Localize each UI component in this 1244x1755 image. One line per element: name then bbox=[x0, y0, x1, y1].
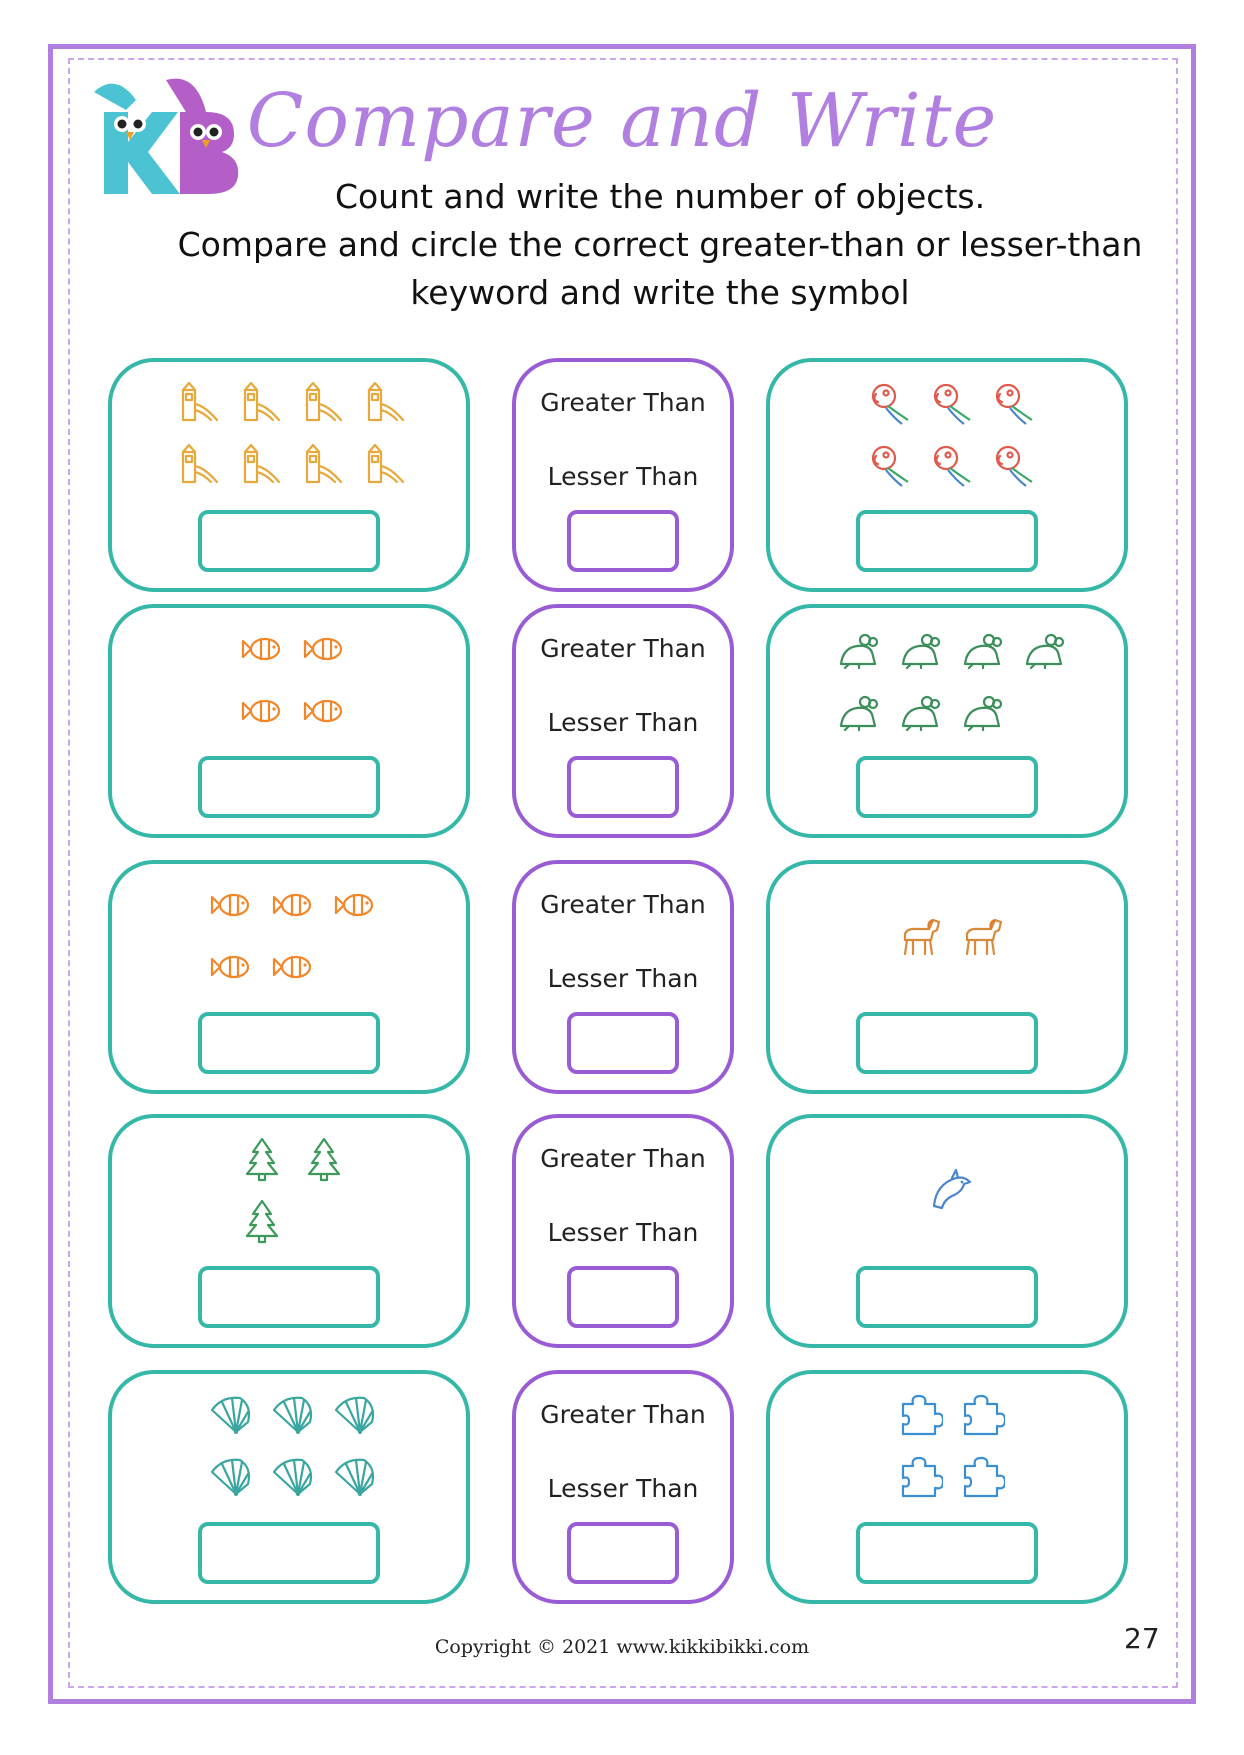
hand-fan-icon bbox=[208, 1454, 254, 1500]
count-card-left-1 bbox=[108, 358, 470, 592]
instruction-line-3: keyword and write the symbol bbox=[410, 273, 910, 312]
count-card-right-1 bbox=[766, 358, 1128, 592]
parrot-icon bbox=[866, 442, 912, 488]
clownfish-icon bbox=[239, 626, 285, 672]
frog-icon bbox=[897, 688, 943, 734]
parrot-icon bbox=[866, 380, 912, 426]
page-title: Compare and Write bbox=[246, 78, 998, 164]
parrot-icon bbox=[990, 380, 1036, 426]
count-card-left-5 bbox=[108, 1370, 470, 1604]
symbol-answer-box[interactable] bbox=[567, 1012, 679, 1074]
lesser-than-option[interactable]: Lesser Than bbox=[547, 1218, 699, 1247]
count-card-right-4 bbox=[766, 1114, 1128, 1348]
greater-than-option[interactable]: Greater Than bbox=[540, 890, 706, 919]
puzzle-piece-icon bbox=[959, 1454, 1005, 1500]
parrot-icon bbox=[928, 442, 974, 488]
count-answer-box[interactable] bbox=[198, 1522, 380, 1584]
symbol-answer-box[interactable] bbox=[567, 510, 679, 572]
hand-fan-icon bbox=[270, 1392, 316, 1438]
hand-fan-icon bbox=[332, 1454, 378, 1500]
hand-fan-icon bbox=[332, 1392, 378, 1438]
greater-than-option[interactable]: Greater Than bbox=[540, 1400, 706, 1429]
playground-slide-icon bbox=[239, 442, 285, 488]
frog-icon bbox=[959, 688, 1005, 734]
count-card-left-3 bbox=[108, 860, 470, 1094]
puzzle-piece-icon bbox=[897, 1392, 943, 1438]
lesser-than-option[interactable]: Lesser Than bbox=[547, 708, 699, 737]
symbol-answer-box[interactable] bbox=[567, 1522, 679, 1584]
horse-icon bbox=[897, 912, 943, 958]
puzzle-piece-icon bbox=[897, 1454, 943, 1500]
horse-icon bbox=[959, 912, 1005, 958]
clownfish-icon bbox=[208, 882, 254, 928]
count-card-left-2 bbox=[108, 604, 470, 838]
greater-than-option[interactable]: Greater Than bbox=[540, 388, 706, 417]
frog-icon bbox=[959, 626, 1005, 672]
playground-slide-icon bbox=[301, 442, 347, 488]
clownfish-icon bbox=[239, 688, 285, 734]
compare-card-2 bbox=[512, 604, 734, 838]
hand-fan-icon bbox=[270, 1454, 316, 1500]
compare-card-1 bbox=[512, 358, 734, 592]
parrot-icon bbox=[928, 380, 974, 426]
hand-fan-icon bbox=[208, 1392, 254, 1438]
playground-slide-icon bbox=[363, 442, 409, 488]
frog-icon bbox=[897, 626, 943, 672]
frog-icon bbox=[1021, 626, 1067, 672]
clownfish-icon bbox=[301, 626, 347, 672]
count-card-right-2 bbox=[766, 604, 1128, 838]
count-answer-box[interactable] bbox=[198, 510, 380, 572]
page-number: 27 bbox=[1124, 1622, 1160, 1655]
count-card-right-5 bbox=[766, 1370, 1128, 1604]
clownfish-icon bbox=[332, 882, 378, 928]
playground-slide-icon bbox=[177, 442, 223, 488]
parrot-icon bbox=[990, 442, 1036, 488]
count-answer-box[interactable] bbox=[198, 1012, 380, 1074]
lesser-than-option[interactable]: Lesser Than bbox=[547, 964, 699, 993]
compare-card-4 bbox=[512, 1114, 734, 1348]
lesser-than-option[interactable]: Lesser Than bbox=[547, 1474, 699, 1503]
symbol-answer-box[interactable] bbox=[567, 1266, 679, 1328]
count-answer-box[interactable] bbox=[198, 1266, 380, 1328]
playground-slide-icon bbox=[363, 380, 409, 426]
pine-tree-icon bbox=[301, 1136, 347, 1182]
playground-slide-icon bbox=[239, 380, 285, 426]
instruction-line-2: Compare and circle the correct greater-than or lesser-than bbox=[177, 225, 1143, 264]
greater-than-option[interactable]: Greater Than bbox=[540, 634, 706, 663]
compare-card-3 bbox=[512, 860, 734, 1094]
instruction-line-1: Count and write the number of objects. bbox=[334, 177, 986, 216]
count-card-left-4 bbox=[108, 1114, 470, 1348]
clownfish-icon bbox=[208, 944, 254, 990]
pine-tree-icon bbox=[239, 1198, 285, 1244]
copyright-text: Copyright © 2021 www.kikkibikki.com bbox=[434, 1636, 810, 1658]
count-card-right-3 bbox=[766, 860, 1128, 1094]
count-answer-box[interactable] bbox=[856, 510, 1038, 572]
clownfish-icon bbox=[270, 944, 316, 990]
frog-icon bbox=[835, 626, 881, 672]
puzzle-piece-icon bbox=[959, 1392, 1005, 1438]
count-answer-box[interactable] bbox=[856, 756, 1038, 818]
frog-icon bbox=[835, 688, 881, 734]
compare-card-5 bbox=[512, 1370, 734, 1604]
clownfish-icon bbox=[270, 882, 316, 928]
count-answer-box[interactable] bbox=[856, 1522, 1038, 1584]
dolphin-icon bbox=[928, 1166, 974, 1212]
playground-slide-icon bbox=[177, 380, 223, 426]
playground-slide-icon bbox=[301, 380, 347, 426]
pine-tree-icon bbox=[239, 1136, 285, 1182]
greater-than-option[interactable]: Greater Than bbox=[540, 1144, 706, 1173]
count-answer-box[interactable] bbox=[198, 756, 380, 818]
count-answer-box[interactable] bbox=[856, 1012, 1038, 1074]
clownfish-icon bbox=[301, 688, 347, 734]
count-answer-box[interactable] bbox=[856, 1266, 1038, 1328]
lesser-than-option[interactable]: Lesser Than bbox=[547, 462, 699, 491]
symbol-answer-box[interactable] bbox=[567, 756, 679, 818]
